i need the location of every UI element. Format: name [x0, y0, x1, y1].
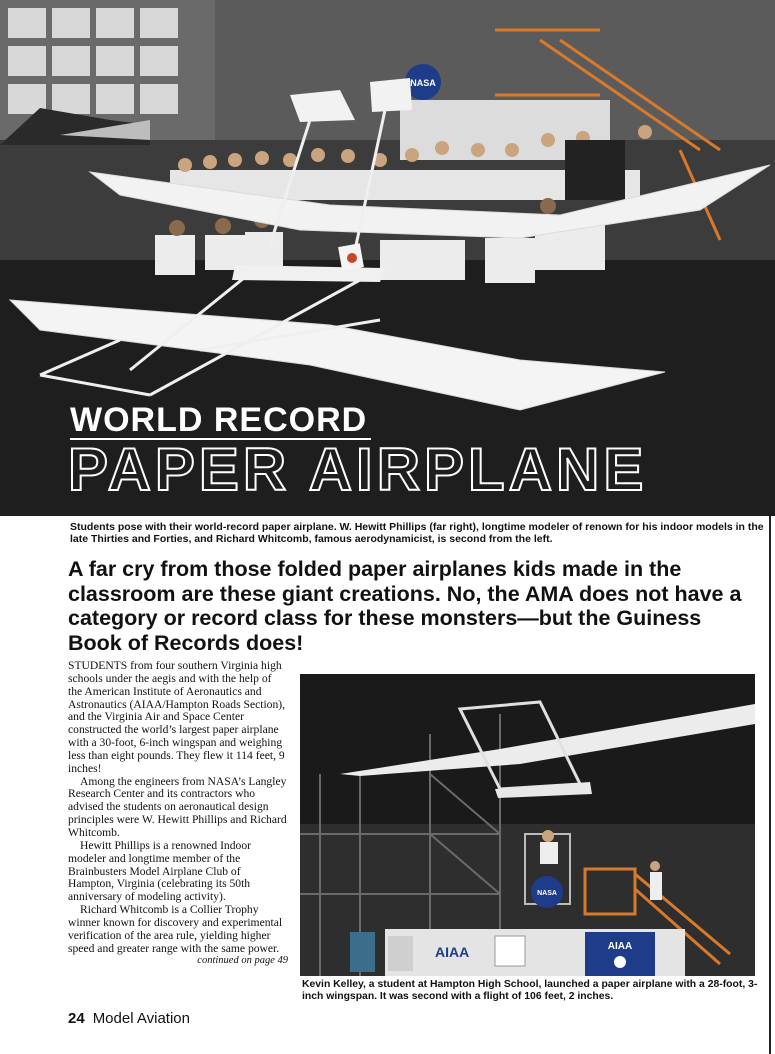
- body-paragraph-text: Richard Whitcomb is a Collier Trophy winner known for discovery and experimental verification of the area rule, yielding higher speed and greater range with the same power.: [68, 903, 283, 955]
- body-paragraph: STUDENTS from four southern Virginia high schools under the aegis and with the help of the American Institute of Aeronautics and Astronautics (AIAA/Hampton Roads Section), and the Virginia Air and Space Center constructed the world’s largest paper airplane with a 30-foot, 6-inch wingspan and weighing less than eight pounds. They flew it 114 feet, 9 inches!: [68, 659, 286, 775]
- hero-caption: Students pose with their world-record paper airplane. W. Hewitt Phillips (far right), longtime modeler of renown for his indoor models in the late Thirties and Forties, and Richard Whitcomb, famous aerodynamicist, is second from the left.: [70, 521, 764, 545]
- banner-sign-text: AIAA: [607, 941, 633, 952]
- page-footer: [68, 1010, 190, 1027]
- page-edge-rule: [769, 516, 771, 1054]
- title-paper-airplane: PAPER AIRPLANE: [68, 436, 648, 503]
- body-paragraph: Hewitt Phillips is a renowned Indoor modeler and longtime member of the Brainbusters Model Airplane Club of Hampton, Virginia (celebrating its 50th anniversary of modeling activity).: [68, 838, 251, 904]
- banner-aiaa-text: AIAA: [435, 944, 470, 960]
- nasa-logo-2: NASA: [537, 890, 557, 897]
- article-deck: A far cry from those folded paper airplanes kids made in the classroom are these giant creations. No, the AMA does not have a category or record class for these monsters—but the Guiness Book of Records does!: [68, 557, 742, 655]
- article-body: [68, 660, 288, 968]
- page-number: 24: [68, 1010, 85, 1027]
- body-paragraph: [68, 903, 288, 967]
- body-paragraph: Among the engineers from NASA’s Langley Research Center and its contractors who advised the students on aeronautical design principles were W. Hewitt Phillips and Richard Whitcomb.: [68, 774, 287, 839]
- title-world-record: WORLD RECORD: [70, 402, 371, 440]
- nasa-logo: NASA: [410, 78, 436, 88]
- continued-link[interactable]: continued on page 49: [197, 955, 288, 967]
- launch-photo: [300, 674, 755, 976]
- launch-photo-illustration: [300, 674, 755, 976]
- hero-photo: [0, 0, 775, 516]
- launch-caption: Kevin Kelley, a student at Hampton High School, launched a paper airplane with a 28-foot, 3-inch wingspan. It was second with a flight of 106 feet, 2 inches.: [302, 979, 758, 1002]
- magazine-name: Model Aviation: [92, 1010, 190, 1027]
